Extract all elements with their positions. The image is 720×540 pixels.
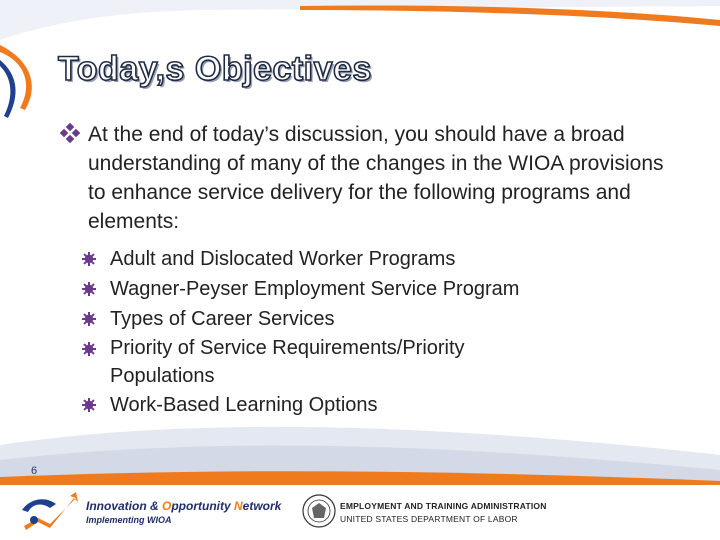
diamond-cluster-icon [60,123,80,143]
list-item-text: Adult and Dislocated Worker Programs [110,248,456,270]
list-item [64,334,664,390]
ion-organization-name: Innovation & Opportunity Network [86,499,282,513]
dol-department-name: UNITED STATES DEPARTMENT OF LABOR [340,514,518,524]
dol-seal-icon [302,494,336,528]
page-number: 6 [31,465,38,477]
dol-agency-name: EMPLOYMENT AND TRAINING ADMINISTRATION [340,501,547,511]
list-item-text: Types of Career Services [110,308,335,330]
bottom-wave-decoration [0,415,720,485]
slide-content [64,120,664,420]
list-item [64,304,664,334]
objectives-list [64,244,664,420]
gear-icon [82,312,96,326]
list-item-text: Priority of Service Requirements/Priority Populations [110,337,465,387]
list-item [64,274,664,304]
list-item-text: Work-Based Learning Options [110,394,378,416]
list-item [64,244,664,274]
lead-paragraph [64,120,664,236]
gear-icon [82,342,96,356]
slide-title: Today,s Objectives [58,50,372,88]
ion-logo-icon [20,490,80,534]
gear-icon [82,282,96,296]
list-item-text: Wagner-Peyser Employment Service Program [110,278,520,300]
lead-text: At the end of today’s discussion, you should have a broad understanding of many of the changes in the WIOA provisions to enhance service delivery for the following programs and elements: [88,123,664,233]
ion-tagline: Implementing WIOA [86,515,172,525]
gear-icon [82,398,96,412]
gear-icon [82,252,96,266]
